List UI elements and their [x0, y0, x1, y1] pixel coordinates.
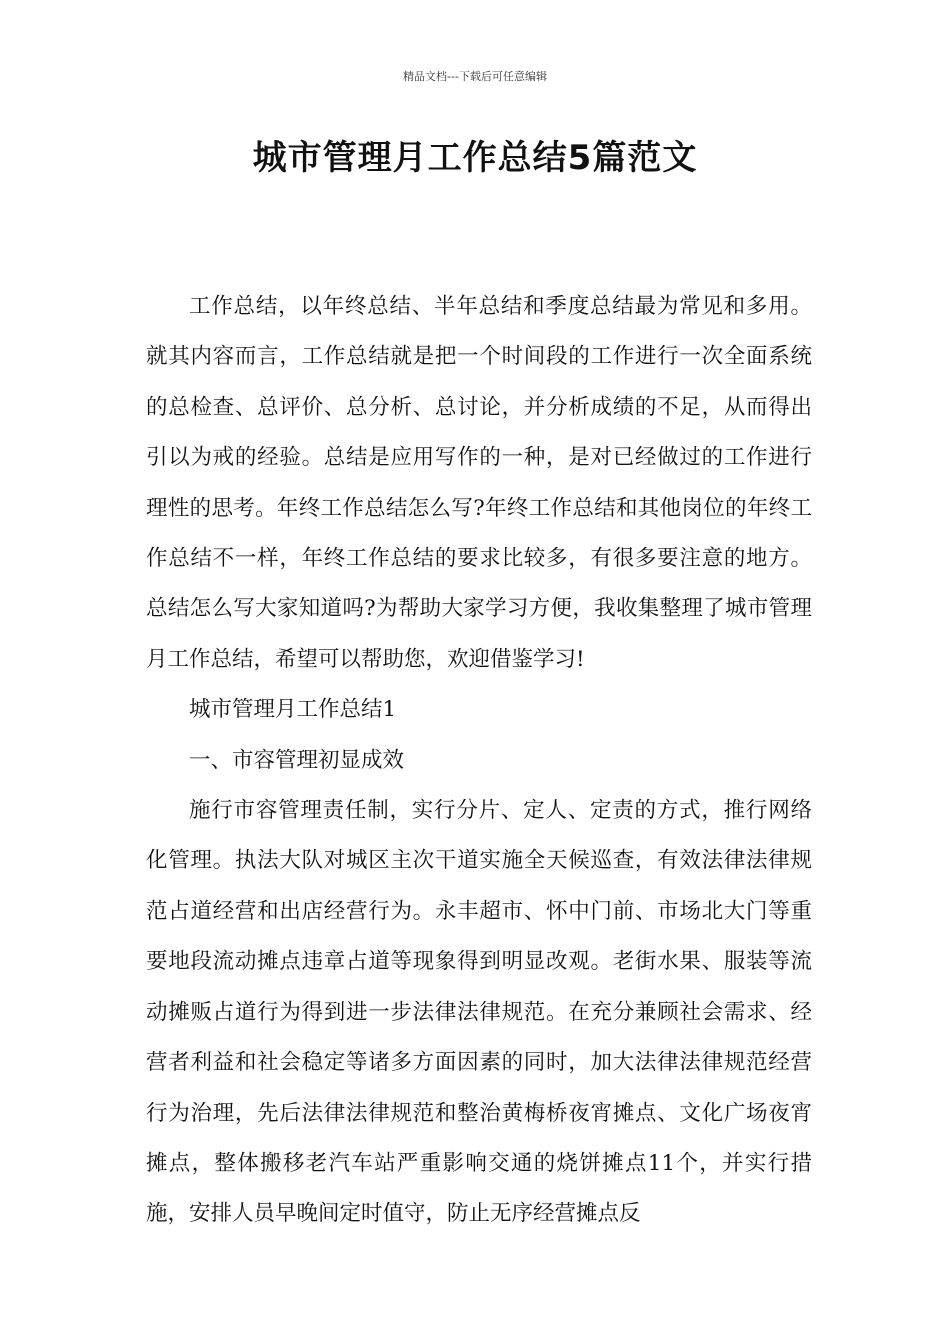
section-title-summary-1: 城市管理月工作总结1	[189, 697, 397, 723]
document-title: 城市管理月工作总结5篇范文	[252, 138, 698, 178]
document-body	[146, 282, 812, 1240]
intro-paragraph: 工作总结，以年终总结、半年总结和季度总结最为常见和多用。就其内容而言，工作总结就是把一个时间段的工作进行一次全面系统的总检查、总评价、总分析、总讨论，并分析成绩的不足，从而得出引以为戒的经验。总结是应用写作的一种，是对已经做过的工作进行理性的思考。年终工作总结怎么写?年终工作总结和其他岗位的年终工作总结不一样，年终工作总结的要求比较多，有很多要注意的地方。总结怎么写大家知道吗?为帮助大家学习方便，我收集整理了城市管理月工作总结，希望可以帮助您，欢迎借鉴学习!	[146, 294, 812, 672]
subsection-heading-1: 一、市容管理初显成效	[189, 747, 405, 773]
body-paragraph: 施行市容管理责任制，实行分片、定人、定责的方式，推行网络化管理。执法大队对城区主次干道实施全天候巡查，有效法律法律规范占道经营和出店经营行为。永丰超市、怀中门前、市场北大门等重要地段流动摊点违章占道等现象得到明显改观。老街水果、服装等流动摊贩占道行为得到进一步法律法律规范。在充分兼顾社会需求、经营者利益和社会稳定等诸多方面因素的同时，加大法律法律规范经营行为治理，先后法律法律规范和整治黄梅桥夜宵摊点、文化广场夜宵摊点，整体搬移老汽车站严重影响交通的烧饼摊点11个，并实行措施，安排人员早晚间定时值守，防止无序经营摊点反	[146, 798, 812, 1227]
header-note: 精品文档---下载后可任意编辑	[403, 70, 547, 83]
